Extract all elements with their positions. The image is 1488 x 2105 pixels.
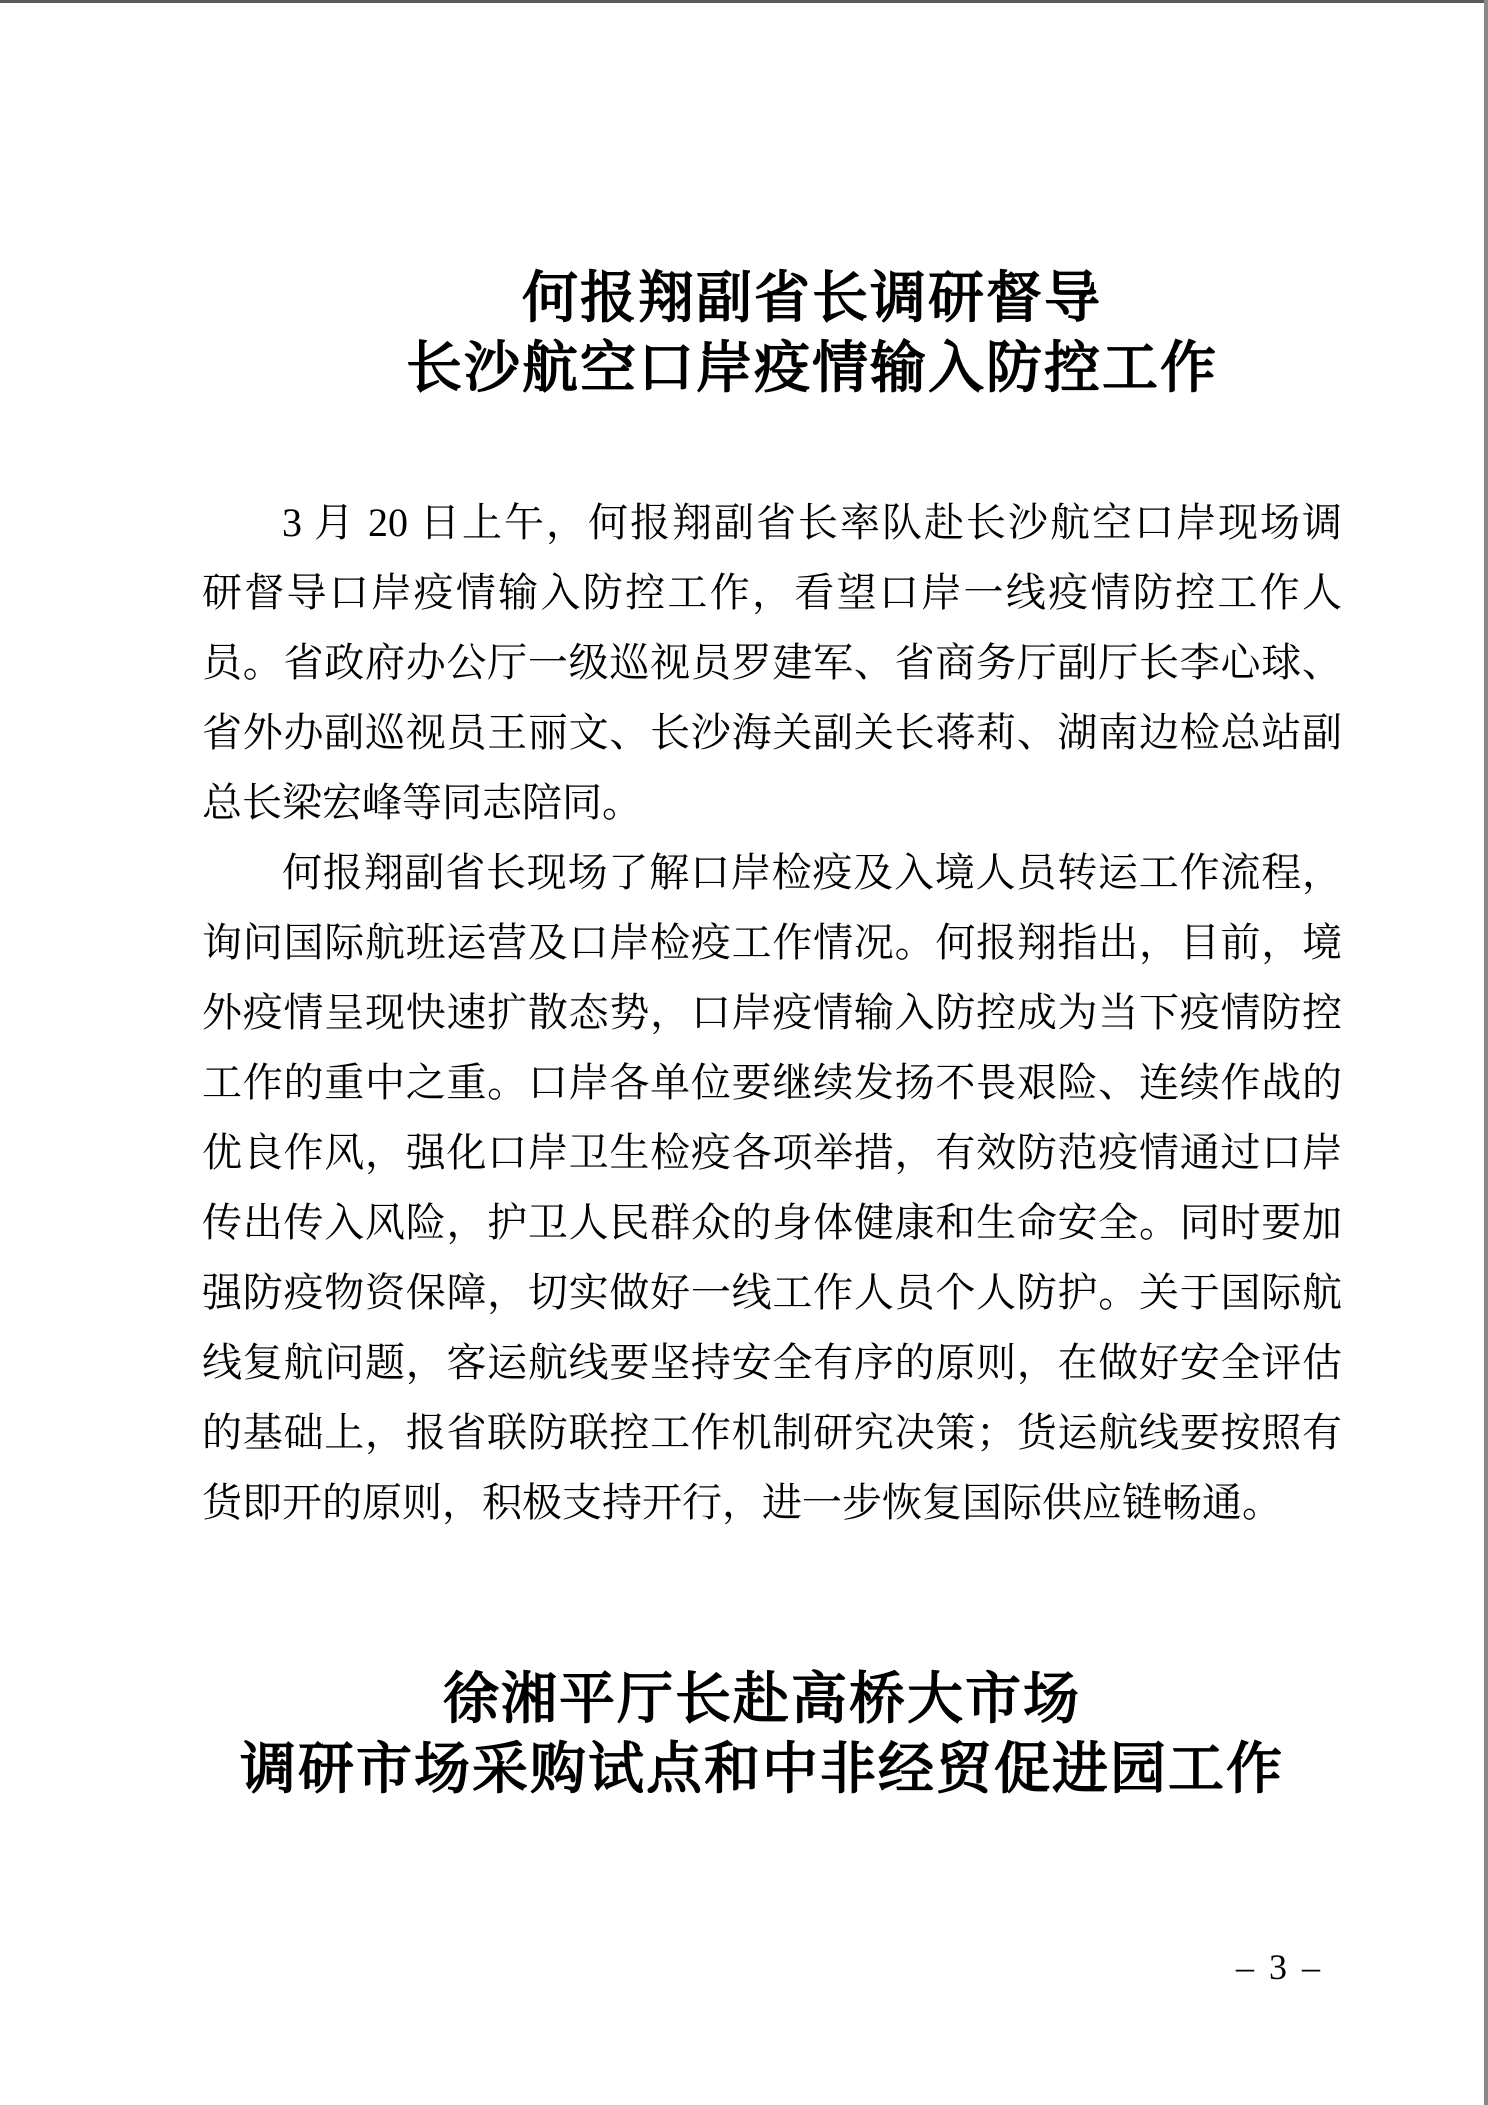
scan-edge-top bbox=[0, 0, 1488, 3]
article1-title bbox=[68, 264, 1488, 404]
text-line: 3 月 20 日上午，何报翔副省长率队赴长沙航空口岸现场调 bbox=[282, 500, 1342, 545]
text-line: 研督导口岸疫情输入防控工作，看望口岸一线疫情防控工作人 bbox=[202, 570, 1342, 615]
article2-title bbox=[18, 1665, 1488, 1805]
article1-body bbox=[202, 488, 1342, 1538]
text-line: 强防疫物资保障，切实做好一线工作人员个人防护。关于国际航 bbox=[202, 1270, 1342, 1315]
text-line: 货即开的原则，积极支持开行，进一步恢复国际供应链畅通。 bbox=[202, 1480, 1282, 1525]
text-line: 省外办副巡视员王丽文、长沙海关副关长蒋莉、湖南边检总站副 bbox=[202, 710, 1342, 755]
article2-title-line2: 调研市场采购试点和中非经贸促进园工作 bbox=[240, 1739, 1284, 1801]
article2-title-line1: 徐湘平厅长赴高桥大市场 bbox=[443, 1669, 1081, 1731]
text-line: 何报翔副省长现场了解口岸检疫及入境人员转运工作流程， bbox=[282, 850, 1342, 895]
text-line: 线复航问题，客运航线要坚持安全有序的原则，在做好安全评估 bbox=[202, 1340, 1342, 1385]
text-line: 工作的重中之重。口岸各单位要继续发扬不畏艰险、连续作战的 bbox=[202, 1060, 1342, 1105]
text-line: 外疫情呈现快速扩散态势，口岸疫情输入防控成为当下疫情防控 bbox=[202, 990, 1342, 1035]
text-line: 询问国际航班运营及口岸检疫工作情况。何报翔指出，目前，境 bbox=[202, 920, 1342, 965]
paragraph-1 bbox=[202, 488, 1342, 838]
article1-title-line1: 何报翔副省长调研督导 bbox=[522, 268, 1102, 330]
text-line: 员。省政府办公厅一级巡视员罗建军、省商务厅副厅长李心球、 bbox=[202, 640, 1342, 685]
page-number: – 3 – bbox=[1236, 1947, 1323, 1987]
paragraph-2 bbox=[202, 838, 1342, 1538]
text-line: 的基础上，报省联防联控工作机制研究决策；货运航线要按照有 bbox=[202, 1410, 1342, 1455]
text-line: 总长梁宏峰等同志陪同。 bbox=[202, 780, 642, 825]
article1-title-line2: 长沙航空口岸疫情输入防控工作 bbox=[406, 338, 1218, 400]
text-line: 优良作风，强化口岸卫生检疫各项举措，有效防范疫情通过口岸 bbox=[202, 1130, 1342, 1175]
text-line: 传出传入风险，护卫人民群众的身体健康和生命安全。同时要加 bbox=[202, 1200, 1342, 1245]
